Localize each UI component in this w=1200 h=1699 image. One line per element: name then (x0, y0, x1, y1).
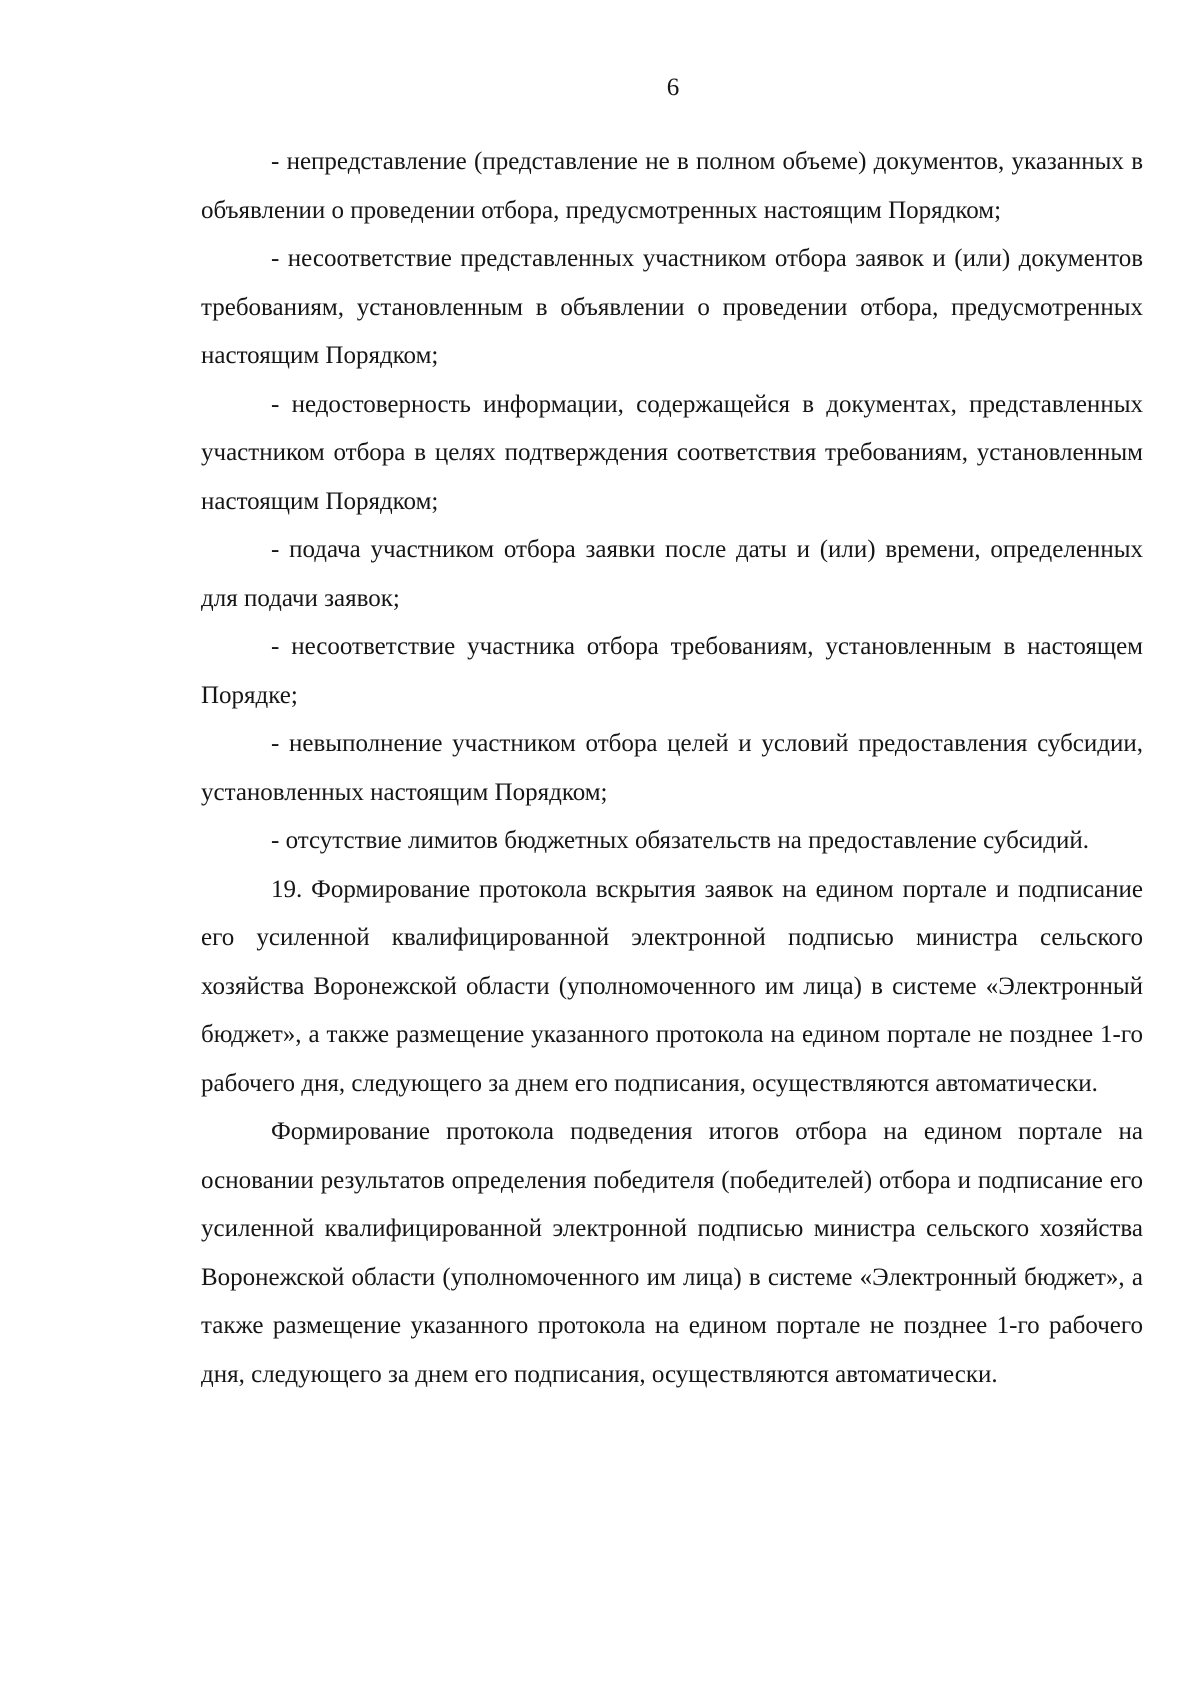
paragraph-4: - подача участником отбора заявки после даты и (или) времени, определенных для подачи заявок; (201, 536, 1143, 612)
paragraph-3: - недостоверность информации, содержащейся в документах, представленных участником отбора в целях подтверждения соответствия требованиям, установленным настоящим Порядком; (201, 390, 1143, 515)
document-body (201, 138, 1143, 1399)
paragraph-1: - непредставление (представление не в полном объеме) документов, указанных в объявлении о проведении отбора, предусмотренных настоящим Порядком; (201, 148, 1143, 224)
paragraph-6: - невыполнение участником отбора целей и условий предоставления субсидии, установленных настоящим Порядком; (201, 730, 1143, 806)
paragraph-7: - отсутствие лимитов бюджетных обязательств на предоставление субсидий. (271, 827, 1090, 854)
paragraph-5: - несоответствие участника отбора требованиям, установленным в настоящем Порядке; (201, 633, 1143, 709)
paragraph-8: 19. Формирование протокола вскрытия заявок на едином портале и подписание его усиленной квалифицированной электронной подписью министра сельского хозяйства Воронежской области (уполномоченного им лица) в системе «Электронный бюджет», а также размещение указанного протокола на едином портале не позднее 1-го рабочего дня, следующего за днем его подписания, осуществляются автоматически. (201, 875, 1143, 1097)
paragraph-9: Формирование протокола подведения итогов отбора на едином портале на основании результатов определения победителя (победителей) отбора и подписание его усиленной квалифицированной электронной подписью министра сельского хозяйства Воронежской области (уполномоченного им лица) в системе «Электронный бюджет», а также размещение указанного протокола на едином портале не позднее 1-го рабочего дня, следующего за днем его подписания, осуществляются автоматически. (201, 1118, 1143, 1388)
paragraph-2: - несоответствие представленных участником отбора заявок и (или) документов требованиям, установленным в объявлении о проведении отбора, предусмотренных настоящим Порядком; (201, 245, 1143, 369)
page-number: 6 (666, 74, 680, 101)
